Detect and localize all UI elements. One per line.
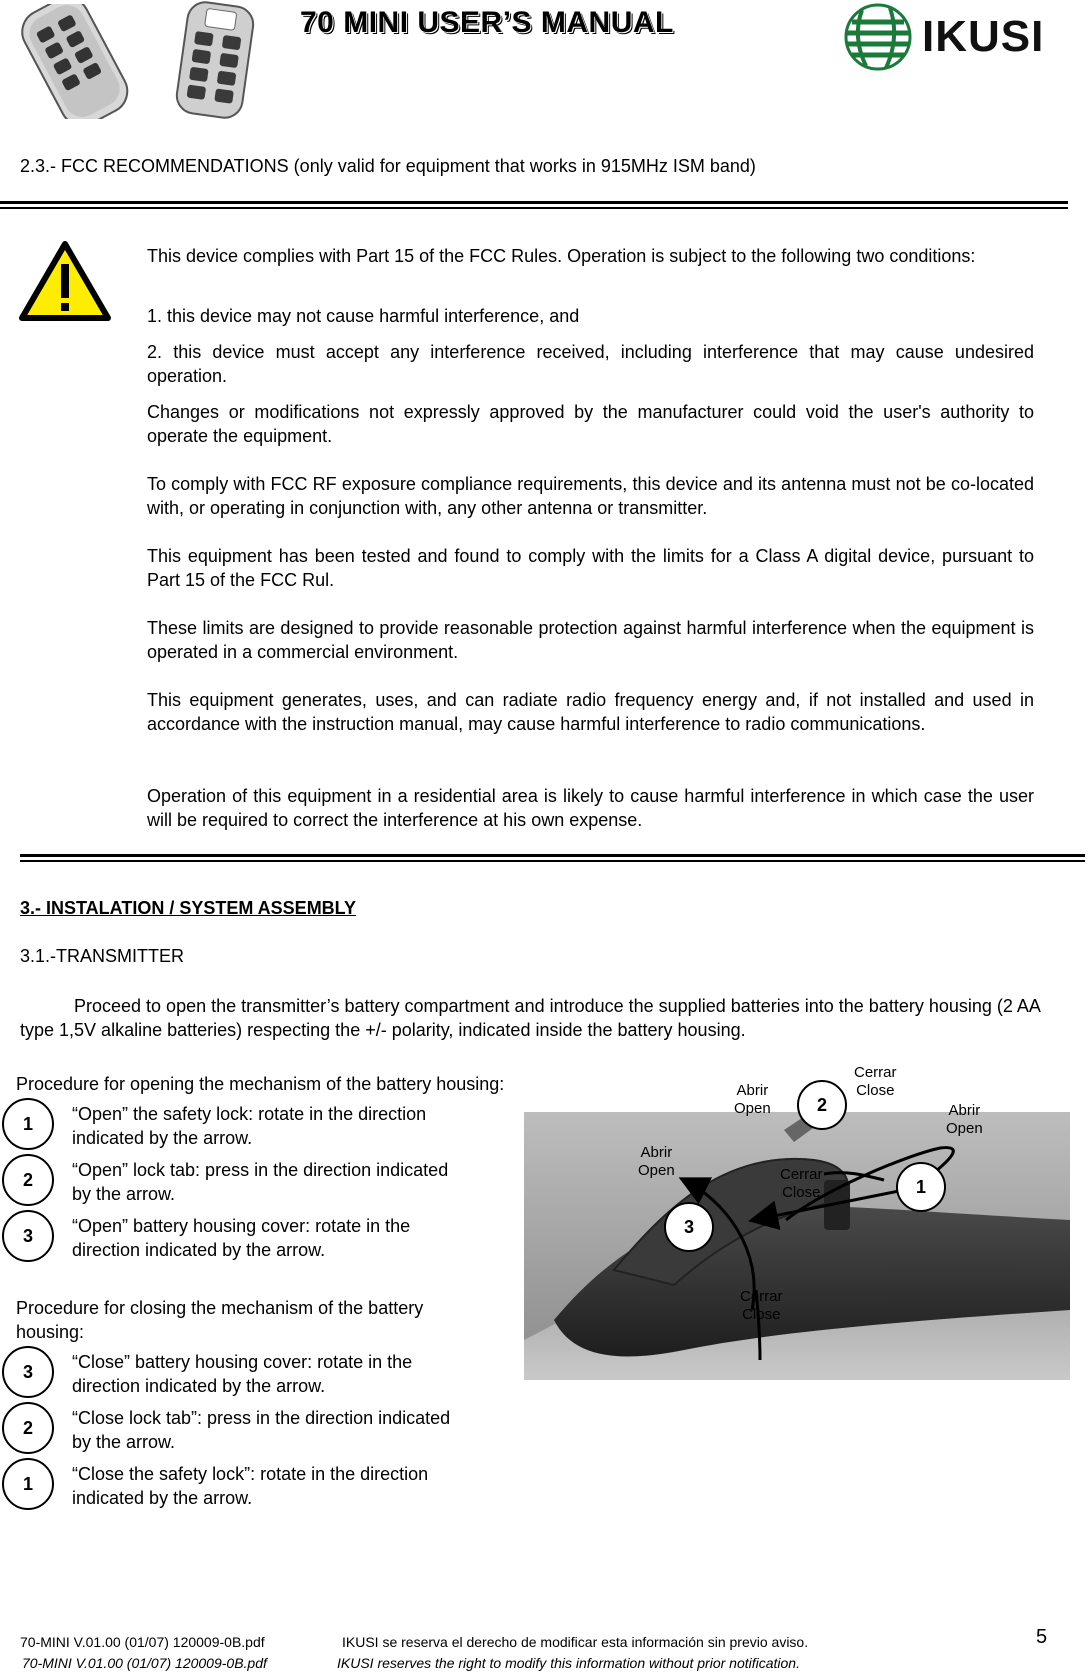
fcc-paragraph-8: This equipment generates, uses, and can radiate radio frequency energy and, if not installed and used in accordance with the instruction manual, may cause harmful interference to radio communications. [147, 690, 1034, 734]
closing-procedure-title: Procedure for closing the mechanism of the battery housing: [16, 1298, 424, 1342]
fcc-paragraph-7: These limits are designed to provide reasonable protection against harmful interference when the equipment is operated in a commercial environment. [147, 618, 1034, 662]
step-number-badge: 1 [2, 1458, 54, 1510]
fcc-section-heading: 2.3.- FCC RECOMMENDATIONS (only valid for equipment that works in 915MHz ISM band) [20, 156, 756, 176]
fcc-paragraph-6: This equipment has been tested and found to comply with the limits for a Class A digital device, pursuant to Part 15 of the FCC Rul. [147, 546, 1034, 590]
transmitter-subheading: 3.1.-TRANSMITTER [20, 946, 185, 966]
photo-step-badge-3: 3 [664, 1202, 714, 1252]
step-number-badge: 2 [2, 1154, 54, 1206]
label-cerrar-close-bottom: Cerrar Close [740, 1288, 783, 1323]
divider-top-a [0, 201, 1068, 204]
opening-step [0, 1098, 520, 1154]
divider-bottom-a [20, 854, 1085, 857]
fcc-paragraph-2: 1. this device may not cause harmful interference, and [147, 306, 580, 326]
fcc-paragraph-9: Operation of this equipment in a residential area is likely to cause harmful interference in which case the user will be required to correct the interference at his own expense. [147, 786, 1034, 830]
opening-step [0, 1210, 520, 1266]
fcc-paragraph-3: 2. this device must accept any interference received, including interference that may cause undesired operation. [147, 342, 1034, 386]
closing-step [0, 1402, 520, 1458]
label-cerrar-close-mid: Cerrar Close [780, 1166, 823, 1201]
step-number-badge: 3 [2, 1346, 54, 1398]
footer-line-1-right: IKUSI se reserva el derecho de modificar esta información sin previo aviso. [342, 1634, 809, 1650]
label-cerrar-close-top: Cerrar Close [854, 1064, 897, 1099]
footer-line-1-left: 70-MINI V.01.00 (01/07) 120009-0B.pdf [20, 1634, 265, 1650]
step-text: “Close lock tab”: press in the direction indicated by the arrow. [72, 1408, 451, 1452]
step-text: “Close” battery housing cover: rotate in the direction indicated by the arrow. [72, 1352, 413, 1396]
brand-logo [842, 2, 1062, 72]
globe-icon [842, 2, 914, 72]
fcc-paragraph-4: Changes or modifications not expressly approved by the manufacturer could void the user's authority to operate the equipment. [147, 402, 1034, 446]
fcc-paragraph-5: To comply with FCC RF exposure compliance requirements, this device and its antenna must not be co-located with, or operating in conjunction with, any other antenna or transmitter. [147, 474, 1034, 518]
install-intro: Proceed to open the transmitter’s battery compartment and introduce the supplied batteries into the battery housing (2 AA type 1,5V alkaline batteries) respecting the +/- polarity, indicated inside the battery housing. [20, 996, 1040, 1040]
remote-control-image-2 [170, 0, 260, 120]
step-number-badge: 3 [2, 1210, 54, 1262]
step-number-badge: 2 [2, 1402, 54, 1454]
opening-procedure-title: Procedure for opening the mechanism of the battery housing: [16, 1074, 505, 1094]
footer-line-2-left: 70-MINI V.01.00 (01/07) 120009-0B.pdf [22, 1655, 267, 1671]
closing-step [0, 1458, 520, 1514]
page-title: 70 MINI USER’S MANUAL [300, 6, 674, 39]
divider-top-b [0, 207, 1068, 209]
page-number: 5 [1036, 1626, 1048, 1648]
transmitter-photo [524, 1070, 1072, 1382]
brand-name: IKUSI [922, 12, 1045, 61]
install-section-heading: 3.- INSTALATION / SYSTEM ASSEMBLY [20, 898, 357, 918]
footer-line-2-right: IKUSI reserves the right to modify this information without prior notification. [337, 1655, 800, 1671]
label-abrir-open-left: Abrir Open [638, 1144, 675, 1179]
transmitter-photo-drawing [524, 1070, 1072, 1382]
label-abrir-open-top: Abrir Open [734, 1082, 771, 1117]
remote-control-image-1 [10, 4, 140, 119]
warning-triangle-icon [18, 240, 112, 322]
closing-step [0, 1346, 520, 1402]
fcc-paragraph-1: This device complies with Part 15 of the FCC Rules. Operation is subject to the following two conditions: [147, 246, 976, 266]
step-text: “Open” battery housing cover: rotate in the direction indicated by the arrow. [72, 1216, 411, 1260]
label-abrir-open-right: Abrir Open [946, 1102, 983, 1137]
step-text: “Open” the safety lock: rotate in the direction indicated by the arrow. [72, 1104, 427, 1148]
opening-step [0, 1154, 520, 1210]
photo-step-badge-2: 2 [797, 1080, 847, 1130]
step-text: “Close the safety lock”: rotate in the direction indicated by the arrow. [72, 1464, 429, 1508]
photo-step-badge-1: 1 [896, 1162, 946, 1212]
step-text: “Open” lock tab: press in the direction indicated by the arrow. [72, 1160, 449, 1204]
divider-bottom-b [20, 860, 1085, 862]
step-number-badge: 1 [2, 1098, 54, 1150]
